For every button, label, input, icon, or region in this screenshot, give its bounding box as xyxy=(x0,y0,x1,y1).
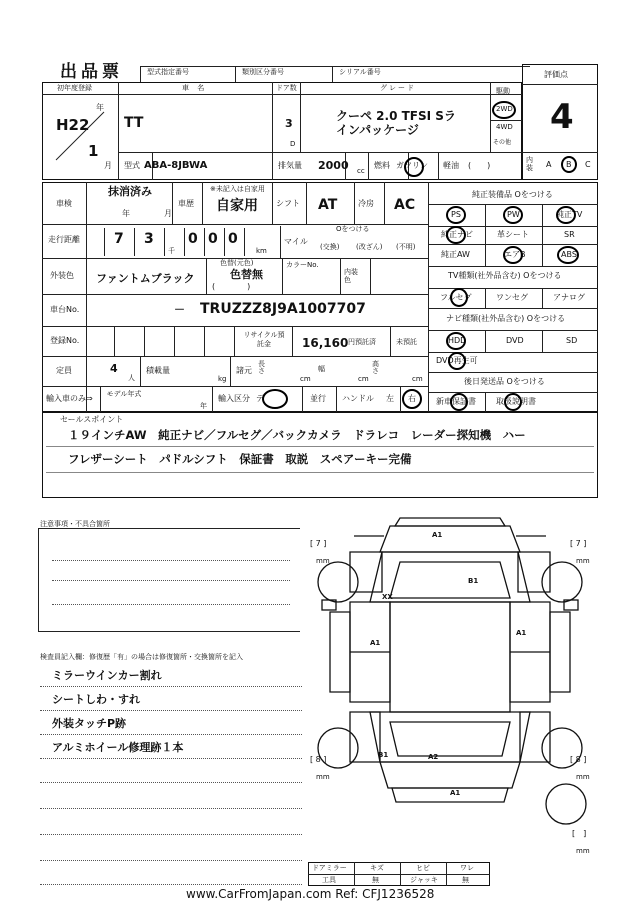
interior-c: C xyxy=(585,160,591,169)
tread-rear-left: [ 8 ] xyxy=(310,755,327,764)
inspector-title: 検査員記入欄：修復歴「有」の場合は修復箇所・交換箇所を記入 xyxy=(40,653,243,661)
tread-front-left: [ 7 ] xyxy=(310,539,327,548)
mile-label: マイル xyxy=(284,237,308,246)
tv-oneseg: ワンセグ xyxy=(496,293,528,302)
fuel-label: 燃料 xyxy=(374,161,390,170)
mileage-km: km xyxy=(256,247,267,255)
import-dealer: デ xyxy=(256,394,264,403)
repaint-label: 色替(元色) xyxy=(220,259,254,267)
note-line-1: ミラーウインカー割れ xyxy=(52,669,162,682)
drive-4wd: 4WD xyxy=(496,123,513,131)
equip-airbag-circle xyxy=(503,246,523,264)
recycle-paid: 円預託済 xyxy=(348,338,376,346)
legend-scratch: キズ xyxy=(370,864,384,872)
month-label: 月 xyxy=(104,161,112,170)
interior-b: B xyxy=(566,160,572,169)
damage-mark-right-door: A1 xyxy=(516,629,527,637)
damage-mark-bumper: A1 xyxy=(450,789,461,797)
mileage-digit-3: 0 xyxy=(188,231,198,247)
equip-header: 純正装備品 Oをつける xyxy=(472,190,553,199)
capacity-label: 定員 xyxy=(56,366,72,375)
equip-aw: 純正AW xyxy=(441,250,470,259)
interior-color-label: 内装色 xyxy=(344,268,358,285)
note-line-2: シートしわ・すれ xyxy=(52,693,140,706)
tread-unit-spare: mm xyxy=(576,847,590,855)
damage-mark-mirror: XX xyxy=(382,593,393,601)
mileage-digit-4: 0 xyxy=(208,231,218,247)
damage-mark-left-door: A1 xyxy=(370,639,381,647)
first-reg-month: 1 xyxy=(88,142,99,160)
import-dealer-circle xyxy=(262,389,288,409)
later-warranty-circle xyxy=(450,393,468,411)
history-label: 車歴 xyxy=(178,199,194,208)
score-label: 評価点 xyxy=(544,70,568,79)
later-warranty: 新車保証書 xyxy=(436,397,476,406)
inspection-month-label: 月 xyxy=(164,209,172,218)
mileage-digit-2: 3 xyxy=(144,231,154,247)
handle-right-circle xyxy=(402,389,422,409)
class-number-label: 類別区分番号 xyxy=(242,68,284,76)
model-label: 型式 xyxy=(124,161,140,170)
tread-unit-rl: mm xyxy=(316,773,330,781)
tread-unit-fr: mm xyxy=(576,557,590,565)
chassis-number: TRUZZZ8J9A1007707 xyxy=(200,301,366,317)
import-class-label: 輸入区分 xyxy=(218,394,250,403)
equip-ps: PS xyxy=(451,210,461,219)
legend-mirror: ドアミラー xyxy=(312,864,347,872)
height-label: 高さ xyxy=(372,360,379,375)
equip-tv-circle xyxy=(556,206,576,224)
height-unit: cm xyxy=(412,375,423,383)
import-label: 輸入車のみ⇒ xyxy=(46,394,93,403)
year-label: 年 xyxy=(96,103,104,112)
later-manual-circle xyxy=(504,393,522,411)
fuel-gasoline: ガソリン xyxy=(396,161,428,170)
color-number-label: カラーNo. xyxy=(286,261,319,269)
load-label: 積載量 xyxy=(146,366,170,375)
equip-navi: 純正ナビ xyxy=(441,230,473,239)
interior-label: 内装 xyxy=(526,156,533,172)
navi-hdd: HDD xyxy=(448,336,467,345)
handle-left: 左 xyxy=(386,394,394,403)
navi-hdd-circle xyxy=(446,332,466,350)
car-name-label: 車 名 xyxy=(182,84,208,92)
handle-label: ハンドル xyxy=(342,394,374,403)
mileage-digit-1: 7 xyxy=(114,231,124,247)
cc-label: cc xyxy=(357,167,365,175)
import-year-label: 年 xyxy=(200,402,207,410)
capacity-unit: 人 xyxy=(128,374,135,382)
drive-other: その他 xyxy=(493,139,512,146)
form-title: 出品票 xyxy=(60,62,123,82)
inspection-label: 車検 xyxy=(56,199,72,208)
interior-a: A xyxy=(546,160,552,169)
damage-mark-hood: A1 xyxy=(432,531,443,539)
legend-tools: 工具 xyxy=(322,876,336,884)
fuel-other: ( ) xyxy=(468,161,491,170)
recycle-amount: 16,160 xyxy=(302,336,349,350)
grade-line-1: クーペ 2.0 TFSI Sラ xyxy=(336,109,456,123)
equip-ps-circle xyxy=(446,206,466,224)
footer-reference: www.CarFromJapan.com Ref: CFJ1236528 xyxy=(186,887,435,901)
door-suffix: D xyxy=(290,140,296,148)
damage-mark-rear: A2 xyxy=(428,753,439,761)
notes-title: 注意事項・不具合箇所 xyxy=(40,520,110,528)
handle-right: 右 xyxy=(408,394,416,403)
tread-rear-right: [ 8 ] xyxy=(570,755,587,764)
car-name: TT xyxy=(124,115,144,131)
serial-number-label: シリアル番号 xyxy=(339,68,381,76)
equip-abs: ABS xyxy=(561,250,577,259)
selling-line-2: フレザーシート パドルシフト 保証書 取説 スペアーキー完備 xyxy=(68,452,412,466)
cooler-value: AC xyxy=(394,197,416,213)
first-reg-era: H22 xyxy=(56,116,90,134)
equip-sr: SR xyxy=(564,230,575,239)
navi-header: ナビ種類(社外品含む) Oをつける xyxy=(446,314,566,323)
shift-value: AT xyxy=(318,197,338,213)
color-label: 外装色 xyxy=(50,271,74,280)
navi-dvd-play-circle xyxy=(448,352,466,370)
tread-front-right: [ 7 ] xyxy=(570,539,587,548)
date-slash xyxy=(54,103,108,162)
mileage-circle-note: Oをつける xyxy=(336,225,370,233)
width-unit: cm xyxy=(358,375,369,383)
drive-2wd-circle xyxy=(492,101,516,119)
doors-label: ドア数 xyxy=(276,84,297,92)
dims-label: 諸元 xyxy=(236,366,252,375)
mileage-digit-5: 0 xyxy=(228,231,238,247)
drive-2wd: 2WD xyxy=(496,105,513,113)
equip-abs-circle xyxy=(557,246,579,264)
note-line-3: 外装タッチP跡 xyxy=(52,717,127,730)
grade-line-2: インパッケージ xyxy=(336,123,419,137)
import-parallel: 並行 xyxy=(310,394,326,403)
width-label: 幅 xyxy=(318,365,325,373)
chassis-label: 車台No. xyxy=(50,305,80,314)
model-year-label: モデル年式 xyxy=(106,390,142,398)
history-value: 自家用 xyxy=(216,198,258,214)
car-damage-diagram xyxy=(300,512,600,862)
legend-jack-value: 無 xyxy=(462,876,469,884)
recycle-unpaid: 未預託 xyxy=(396,338,417,346)
tv-fullseg: フルセグ xyxy=(440,293,472,302)
recycle-label: リサイクル預託金 xyxy=(243,331,285,349)
repaint-value: 色替無 xyxy=(230,268,263,281)
mileage-thousand: 千 xyxy=(168,247,175,255)
damage-mark-windshield: B1 xyxy=(468,577,479,585)
tv-header: TV種類(社外品含む) Oをつける xyxy=(448,271,562,280)
inspection-status: 抹消済み xyxy=(108,185,152,198)
shift-label: シフト xyxy=(276,199,300,208)
fuel-gasoline-circle xyxy=(404,157,424,177)
legend-jack: ジャッキ xyxy=(410,876,438,884)
history-note: ※未記入は自家用 xyxy=(210,185,265,193)
grade-label: グレード xyxy=(380,84,416,92)
model-cert-label: 型式指定番号 xyxy=(147,68,189,76)
tv-fullseg-circle xyxy=(450,288,468,307)
legend-break: ワレ xyxy=(460,864,474,872)
registration-label: 登録No. xyxy=(50,336,80,345)
fuel-diesel: 軽油 xyxy=(443,161,459,170)
mileage-label: 走行距離 xyxy=(48,235,80,244)
mileage-exchange: (交換) xyxy=(320,243,340,251)
chassis-dash: － xyxy=(174,303,185,316)
note-line-4: アルミホイール修理跡１本 xyxy=(52,741,184,754)
model-code: ABA-8JBWA xyxy=(144,160,208,171)
later-manual: 取扱説明書 xyxy=(496,397,536,406)
tread-unit-fl: mm xyxy=(316,557,330,565)
navi-dvd: DVD xyxy=(506,336,524,345)
equip-airbag: エアB xyxy=(504,250,526,259)
exterior-color: ファントムブラック xyxy=(96,272,195,285)
evaluation-score: 4 xyxy=(550,97,574,137)
later-header: 後日発送品 Oをつける xyxy=(464,377,545,386)
navi-dvd-play: DVD再生可 xyxy=(436,356,478,365)
damage-mark-rear-left: B1 xyxy=(378,751,389,759)
inspection-year-label: 年 xyxy=(122,209,130,218)
length-label: 長さ xyxy=(258,360,265,375)
tv-analog: アナログ xyxy=(553,293,585,302)
interior-b-circle xyxy=(561,156,577,173)
equip-tv: 純正TV xyxy=(556,210,583,219)
equip-pw-circle xyxy=(503,206,523,224)
legend-tools-value: 無 xyxy=(372,876,379,884)
displacement: 2000 xyxy=(318,159,349,172)
navi-sd: SD xyxy=(566,336,578,345)
cooler-label: 冷房 xyxy=(358,199,374,208)
equip-navi-circle xyxy=(446,226,466,244)
first-reg-label: 初年度登録 xyxy=(57,84,92,92)
mileage-altered: (改ざん) xyxy=(356,243,383,251)
equip-leather: 革シート xyxy=(497,230,529,239)
selling-label: セールスポイント xyxy=(60,415,124,424)
tread-unit-rr: mm xyxy=(576,773,590,781)
equip-pw: PW xyxy=(507,210,520,219)
mileage-unknown: (不明) xyxy=(396,243,416,251)
selling-line-1: １９インチAW 純正ナビ／フルセグ／バックカメラ ドラレコ レーダー探知機 ハー xyxy=(68,428,526,442)
displacement-label: 排気量 xyxy=(278,161,302,170)
capacity-value: 4 xyxy=(110,362,118,375)
length-unit: cm xyxy=(300,375,311,383)
repaint-original: ( ) xyxy=(212,282,251,291)
tread-spare: [ ] xyxy=(572,829,587,838)
drive-label: 駆動 xyxy=(496,87,510,95)
legend-crack: ヒビ xyxy=(416,864,430,872)
door-count: 3 xyxy=(285,117,293,130)
load-unit: kg xyxy=(218,375,227,383)
